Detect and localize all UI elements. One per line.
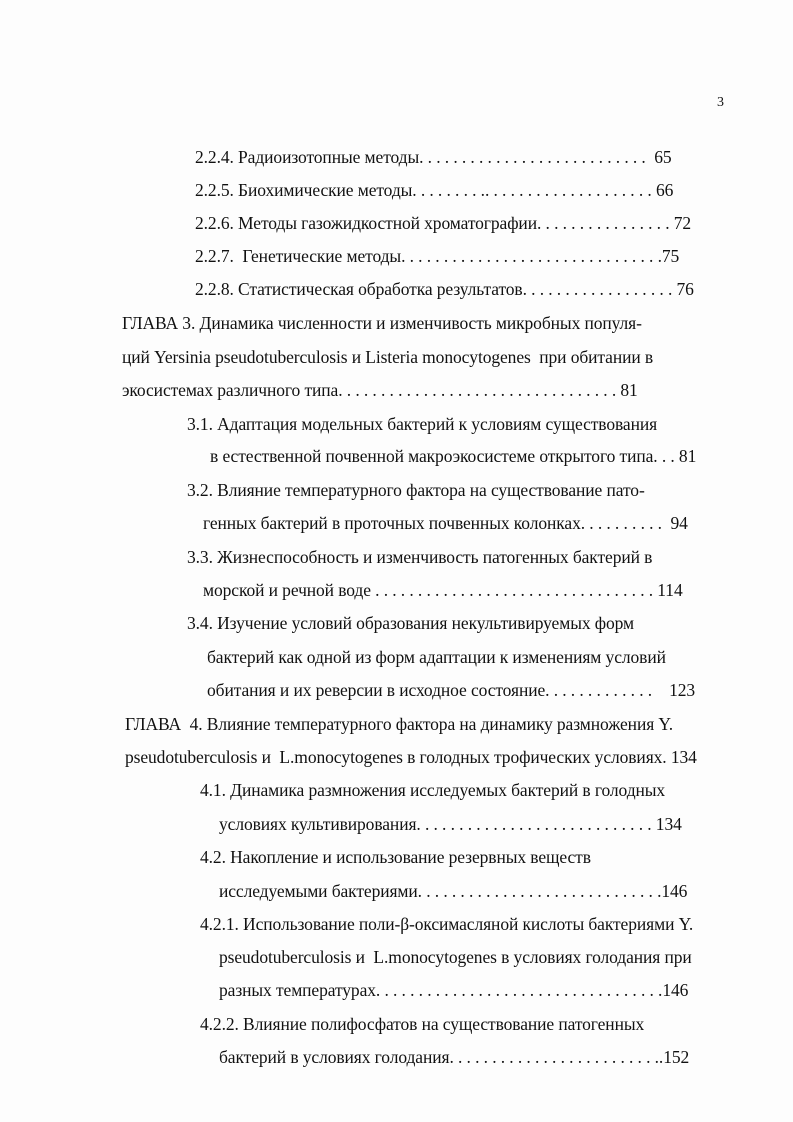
toc-entry-2-2-5: 2.2.5. Биохимические методы. . . . . . . . .. . . . . . . . . . . . . . . . . . . . 66: [195, 180, 674, 200]
toc-chapter-4-line-2: pseudotuberculosis и L.monocytogenes в голодных трофических условиях. 134: [125, 747, 697, 767]
toc-chapter-3-line-1: ГЛАВА 3. Динамика численности и изменчивость микробных популя-: [122, 313, 642, 333]
toc-entry-3-4-line-3: обитания и их реверсии в исходное состояние. . . . . . . . . . . . . 123: [207, 680, 696, 700]
toc-entry-4-2-2-line-2: бактерий в условиях голодания. . . . . . . . . . . . . . . . . . . . . . . . ..152: [219, 1047, 690, 1067]
toc-entry-4-2-2-line-1: 4.2.2. Влияние полифосфатов на существование патогенных: [200, 1014, 645, 1034]
toc-entry-3-1-line-1: 3.1. Адаптация модельных бактерий к условиям существования: [187, 414, 658, 434]
toc-entry-4-2-1-line-2: pseudotuberculosis и L.monocytogenes в условиях голодания при: [219, 947, 692, 967]
toc-entry-2-2-6: 2.2.6. Методы газожидкостной хроматографии. . . . . . . . . . . . . . . . 72: [195, 213, 692, 233]
toc-entry-4-2-1-line-3: разных температурах. . . . . . . . . . . . . . . . . . . . . . . . . . . . . . . . . .146: [219, 980, 689, 1000]
toc-entry-3-3-line-1: 3.3. Жизнеспособность и изменчивость патогенных бактерий в: [187, 547, 653, 567]
toc-chapter-3-line-3: экосистемах различного типа. . . . . . . . . . . . . . . . . . . . . . . . . . . . . . . . . 81: [122, 380, 638, 400]
toc-entry-2-2-4: 2.2.4. Радиоизотопные методы. . . . . . . . . . . . . . . . . . . . . . . . . . . 65: [195, 147, 672, 167]
toc-entry-3-1-line-2: в естественной почвенной макроэкосистеме открытого типа. . . 81: [210, 446, 697, 466]
toc-entry-3-2-line-2: генных бактерий в проточных почвенных колонках. . . . . . . . . . 94: [203, 513, 688, 533]
toc-entry-3-3-line-2: морской и речной воде . . . . . . . . . . . . . . . . . . . . . . . . . . . . . . . . . 114: [203, 580, 683, 600]
toc-entry-2-2-7: 2.2.7. Генетические методы. . . . . . . . . . . . . . . . . . . . . . . . . . . . . . .75: [195, 246, 680, 266]
toc-chapter-4-line-1: ГЛАВА 4. Влияние температурного фактора на динамику размножения Y.: [125, 714, 673, 734]
page-number: 3: [717, 95, 724, 110]
toc-entry-3-4-line-1: 3.4. Изучение условий образования некультивируемых форм: [187, 613, 635, 633]
toc-chapter-3-line-2: ций Yersinia pseudotuberculosis и Listeria monocytogenes при обитании в: [122, 347, 654, 367]
toc-entry-3-4-line-2: бактерий как одной из форм адаптации к изменениям условий: [207, 647, 666, 667]
toc-entry-4-2-line-2: исследуемыми бактериями. . . . . . . . . . . . . . . . . . . . . . . . . . . . .146: [219, 881, 688, 901]
toc-entry-2-2-8: 2.2.8. Статистическая обработка результатов. . . . . . . . . . . . . . . . . . 76: [195, 279, 694, 299]
toc-entry-4-1-line-2: условиях культивирования. . . . . . . . . . . . . . . . . . . . . . . . . . . . 134: [219, 814, 682, 834]
toc-entry-4-2-1-line-1: 4.2.1. Использование поли-β-оксимасляной кислоты бактериями Y.: [200, 914, 694, 934]
toc-entry-4-1-line-1: 4.1. Динамика размножения исследуемых бактерий в голодных: [200, 780, 666, 800]
toc-entry-3-2-line-1: 3.2. Влияние температурного фактора на существование пато-: [187, 480, 645, 500]
toc-entry-4-2-line-1: 4.2. Накопление и использование резервных веществ: [200, 847, 591, 867]
